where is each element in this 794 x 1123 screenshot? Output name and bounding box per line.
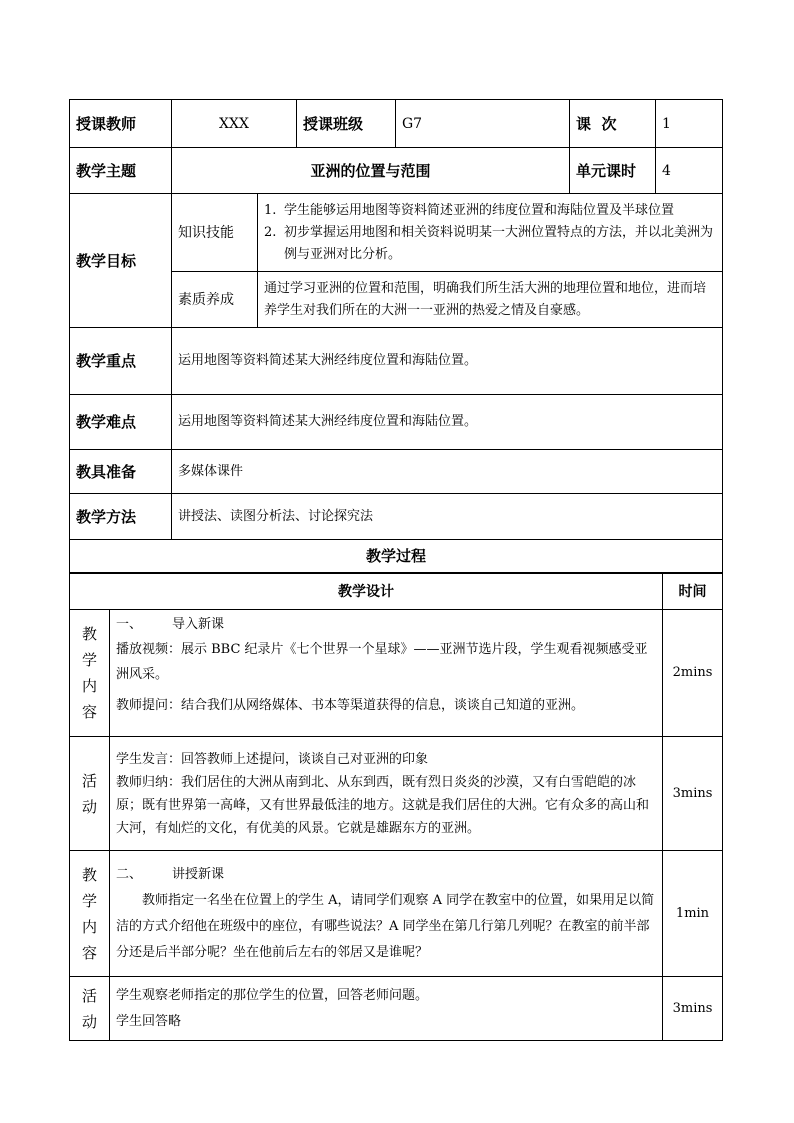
key-points-label: 教学重点 bbox=[70, 328, 172, 395]
difficulties-label: 教学难点 bbox=[70, 395, 172, 450]
section-heading bbox=[116, 862, 656, 888]
side-char: 活 bbox=[81, 986, 97, 1005]
process-row-content-1 bbox=[70, 610, 723, 737]
process-content bbox=[110, 977, 663, 1041]
info-row-2 bbox=[70, 148, 723, 194]
side-char: 容 bbox=[81, 703, 97, 721]
content-line: 学生观察老师指定的那位学生的位置，回答老师问题。 bbox=[116, 987, 429, 1003]
info-row-1 bbox=[70, 100, 723, 148]
side-char: 动 bbox=[81, 797, 97, 816]
content-line: 学生回答略 bbox=[116, 1013, 182, 1029]
side-label bbox=[70, 977, 110, 1041]
side-char: 学 bbox=[81, 651, 97, 669]
lesson-plan bbox=[69, 99, 722, 1041]
content-line: 播放视频：展示 BBC 纪录片《七个世界一个星球》——亚洲节选片段，学生观看视频感受亚洲风采。 bbox=[116, 642, 648, 682]
time-value: 3mins bbox=[663, 977, 723, 1041]
side-char: 学 bbox=[81, 891, 97, 910]
side-label bbox=[70, 610, 110, 737]
process-content bbox=[110, 737, 663, 851]
section-heading-number: 二、 bbox=[116, 866, 143, 882]
class-value: G7 bbox=[396, 100, 570, 148]
process-row-activity-2 bbox=[70, 977, 723, 1041]
materials-text: 多媒体课件 bbox=[172, 450, 723, 494]
unit-hours-value: 4 bbox=[656, 148, 723, 194]
topic-value: 亚洲的位置与范围 bbox=[172, 148, 570, 194]
section-heading-number: 一、 bbox=[116, 617, 143, 632]
side-label bbox=[70, 851, 110, 977]
process-title: 教学过程 bbox=[70, 540, 723, 573]
section-heading-text: 讲授新课 bbox=[172, 866, 225, 882]
methods-label: 教学方法 bbox=[70, 494, 172, 540]
side-char: 教 bbox=[81, 625, 97, 643]
methods-row bbox=[70, 494, 723, 540]
process-row-activity-1 bbox=[70, 737, 723, 851]
side-char: 教 bbox=[81, 865, 97, 884]
content-line: 学生发言：回答教师上述提问，谈谈自己对亚洲的印象 bbox=[116, 751, 429, 767]
knowledge-item bbox=[264, 200, 716, 222]
design-header: 教学设计 bbox=[70, 574, 663, 610]
difficulties-text: 运用地图等资料简述某大洲经纬度位置和海陆位置。 bbox=[172, 395, 723, 450]
objectives-row-knowledge bbox=[70, 194, 723, 272]
side-char: 活 bbox=[81, 771, 97, 790]
time-value: 1min bbox=[663, 851, 723, 977]
side-char: 动 bbox=[81, 1012, 97, 1031]
teacher-label: 授课教师 bbox=[70, 100, 172, 148]
side-label bbox=[70, 737, 110, 851]
key-points-row bbox=[70, 328, 723, 395]
literacy-text: 通过学习亚洲的位置和范围，明确我们所生活大洲的地理位置和地位，进而培养学生对我们所在的大洲一一亚洲的热爱之情及自豪感。 bbox=[258, 272, 723, 328]
materials-row bbox=[70, 450, 723, 494]
knowledge-item bbox=[264, 222, 716, 266]
materials-label: 教具准备 bbox=[70, 450, 172, 494]
side-char: 内 bbox=[81, 917, 97, 936]
knowledge-label: 知识技能 bbox=[172, 194, 258, 272]
unit-hours-label: 单元课时 bbox=[570, 148, 656, 194]
time-value: 2mins bbox=[663, 610, 723, 737]
lesson-info-table bbox=[69, 99, 723, 573]
process-content bbox=[110, 851, 663, 977]
difficulties-row bbox=[70, 395, 723, 450]
knowledge-item-number: 1. bbox=[264, 202, 277, 218]
session-value: 1 bbox=[656, 100, 723, 148]
teacher-value: XXX bbox=[172, 100, 297, 148]
process-title-row bbox=[70, 540, 723, 573]
side-char: 内 bbox=[81, 677, 97, 695]
knowledge-item-text: 学生能够运用地图等资料简述亚洲的纬度位置和海陆位置及半球位置 bbox=[284, 202, 675, 218]
time-header: 时间 bbox=[663, 574, 723, 610]
section-heading bbox=[116, 612, 656, 637]
literacy-label: 素质养成 bbox=[172, 272, 258, 328]
process-table bbox=[69, 573, 723, 1041]
side-char: 容 bbox=[81, 943, 97, 962]
topic-label: 教学主题 bbox=[70, 148, 172, 194]
content-line: 教师提问：结合我们从网络媒体、书本等渠道获得的信息，谈谈自己知道的亚洲。 bbox=[116, 698, 585, 713]
time-value: 3mins bbox=[663, 737, 723, 851]
session-label: 课 次 bbox=[570, 100, 656, 148]
objectives-label: 教学目标 bbox=[70, 194, 172, 328]
process-header-row bbox=[70, 574, 723, 610]
knowledge-item-number: 2. bbox=[264, 224, 277, 240]
process-content bbox=[110, 610, 663, 737]
knowledge-item-text: 初步掌握运用地图和相关资料说明某一大洲位置特点的方法，并以北美洲为例与亚洲对比分析。 bbox=[284, 224, 714, 262]
section-heading-text: 导入新课 bbox=[172, 617, 225, 632]
methods-text: 讲授法、读图分析法、讨论探究法 bbox=[172, 494, 723, 540]
key-points-text: 运用地图等资料简述某大洲经纬度位置和海陆位置。 bbox=[172, 328, 723, 395]
knowledge-list bbox=[258, 194, 723, 272]
content-line: 教师归纳：我们居住的大洲从南到北、从东到西，既有烈日炎炎的沙漠，又有白雪皑皑的冰原；既有世界第一高峰，又有世界最低洼的地方。这就是我们居住的大洲。它有众多的高山和大河，有灿烂的文化，有优美的风景。它就是雄踞东方的亚洲。 bbox=[116, 774, 650, 836]
process-row-content-2 bbox=[70, 851, 723, 977]
content-line: 教师指定一名坐在位置上的学生 A，请同学们观察 A 同学在教室中的位置，如果用足以简洁的方式介绍他在班级中的座位，有哪些说法？A 同学坐在第几行第几列呢？在教室的前半部分还是后半部分呢？坐在他前后左右的邻居又是谁呢？ bbox=[116, 892, 655, 960]
class-label: 授课班级 bbox=[297, 100, 396, 148]
